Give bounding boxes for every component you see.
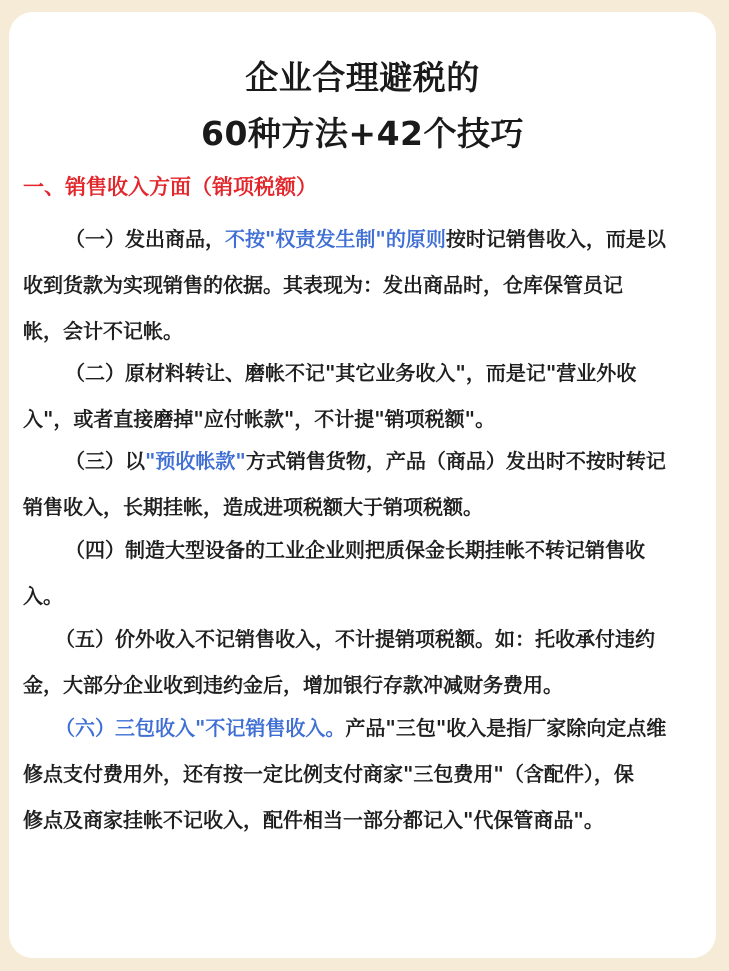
paragraph-line bbox=[23, 705, 713, 751]
paragraph-line: 修点支付费用外，还有按一定比例支付商家"三包费用"（含配件），保 bbox=[23, 762, 634, 786]
paragraph-text: （一）发出商品， bbox=[65, 227, 225, 251]
paragraph-5 bbox=[23, 616, 713, 708]
paragraph-line: 入"，或者直接磨掉"应付帐款"，不计提"销项税额"。 bbox=[23, 407, 496, 431]
paragraph-text: （三）以 bbox=[65, 449, 145, 473]
section-heading: 一、销售收入方面（销项税额） bbox=[23, 175, 317, 199]
highlight-text: 不按"权责发生制"的原则 bbox=[225, 227, 446, 251]
highlight-text: "预收帐款" bbox=[145, 449, 246, 473]
paragraph-1 bbox=[23, 216, 713, 354]
title-line-2: 60种方法+42个技巧 bbox=[201, 114, 524, 153]
paragraph-6 bbox=[23, 705, 713, 843]
paragraph-line bbox=[23, 438, 713, 484]
paragraph-line: 销售收入，长期挂帐，造成进项税额大于销项税额。 bbox=[23, 495, 483, 519]
paragraph-line: 收到货款为实现销售的依据。其表现为：发出商品时，仓库保管员记 bbox=[23, 273, 623, 297]
paragraph-line: （四）制造大型设备的工业企业则把质保金长期挂帐不转记销售收 bbox=[65, 538, 645, 562]
title-line-1: 企业合理避税的 bbox=[245, 58, 480, 97]
paragraph-line: 金，大部分企业收到违约金后，增加银行存款冲减财务费用。 bbox=[23, 673, 563, 697]
paragraph-4 bbox=[23, 527, 713, 619]
paragraph-line: （二）原材料转让、磨帐不记"其它业务收入"，而是记"营业外收 bbox=[65, 361, 637, 385]
paragraph-line: 入。 bbox=[23, 584, 63, 608]
document-card bbox=[9, 12, 716, 958]
paragraph-line: 修点及商家挂帐不记收入，配件相当一部分都记入"代保管商品"。 bbox=[23, 808, 604, 832]
paragraph-3 bbox=[23, 438, 713, 530]
paragraph-line bbox=[23, 216, 713, 262]
paragraph-text: 按时记销售收入，而是以 bbox=[445, 227, 666, 251]
highlight-text: （六）三包收入"不记销售收入。 bbox=[55, 716, 346, 740]
paragraph-line: 帐，会计不记帐。 bbox=[23, 319, 183, 343]
paragraph-line: （五）价外收入不记销售收入，不计提销项税额。如：托收承付违约 bbox=[55, 627, 655, 651]
paragraph-text: 方式销售货物，产品（商品）发出时不按时转记 bbox=[245, 449, 666, 473]
paragraph-text: 产品"三包"收入是指厂家除向定点维 bbox=[345, 716, 667, 740]
document-title bbox=[9, 50, 716, 162]
paragraph-2 bbox=[23, 350, 713, 442]
